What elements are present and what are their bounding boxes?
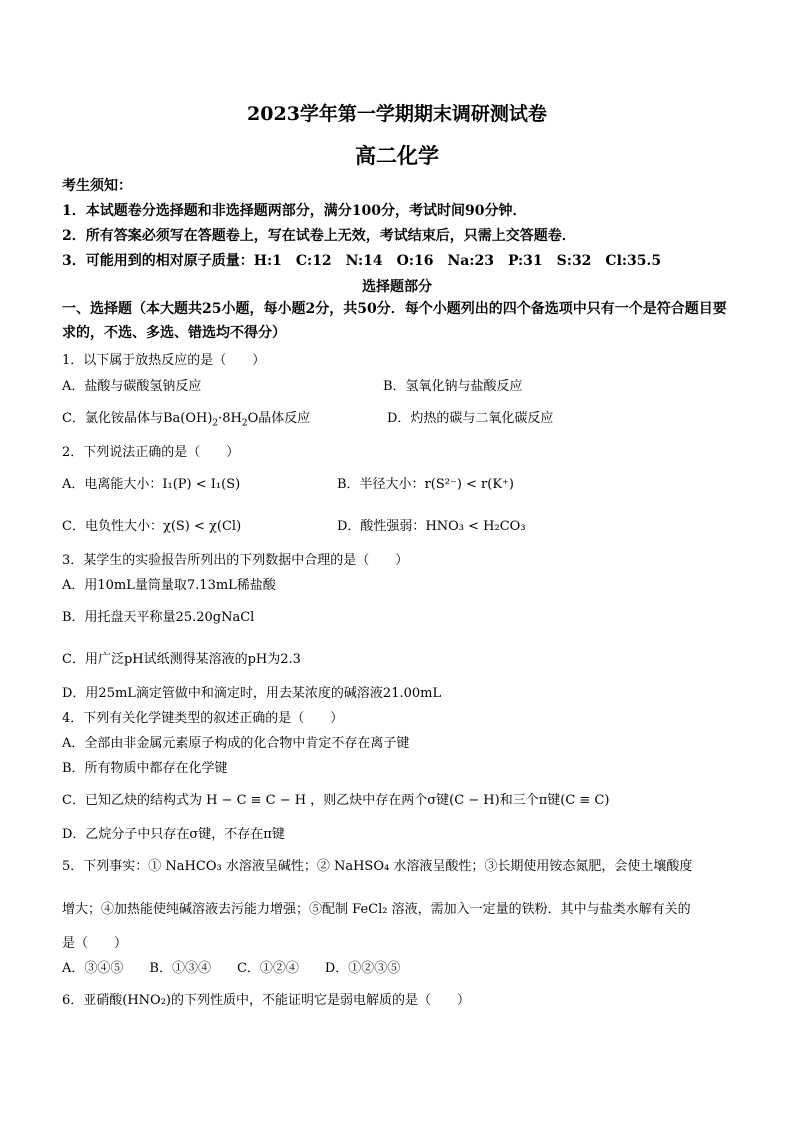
- q1-option-c-formula-3: O: [247, 411, 259, 426]
- q2-option-a-formula: I₁(P) < I₁(S): [162, 477, 241, 492]
- q4-option-c: C．已知乙炔的结构式为 H − C ≡ C − H ，则乙炔中存在两个σ键(C − H)和三个π键(C ≡ C): [62, 793, 610, 808]
- notice-heading: 考生须知：: [62, 178, 132, 194]
- q1-option-a: A．盐酸与碳酸氢钠反应: [62, 379, 202, 394]
- q2-option-b-label: B．半径大小：: [337, 477, 425, 492]
- q5-stem-line-1: 5．下列事实：① NaHCO₃ 水溶液呈碱性；② NaHSO₄ 水溶液呈酸性；③长期使用铵态氮肥，会使土壤酸度: [62, 859, 693, 874]
- section-title: 选择题部分: [362, 279, 432, 295]
- q4-option-a: A．全部由非金属元素原子构成的化合物中肯定不存在离子键: [62, 736, 410, 751]
- notice-item-2: 2．所有答案必须写在答题卷上，写在试卷上无效，考试结束后，只需上交答题卷．: [62, 228, 576, 244]
- notice-item-3: 3．可能用到的相对原子质量：H:1 C:12 N:14 O:16 Na:23 P:31 S:32 Cl:35.5: [62, 253, 662, 269]
- q5-stem-line-3: 是（ ）: [62, 936, 128, 951]
- q2-option-d-label: D．酸性强弱：: [337, 519, 426, 534]
- q2-option-b: [337, 473, 514, 492]
- q4-stem: 4．下列有关化学键类型的叙述正确的是（ ）: [62, 711, 344, 726]
- q3-stem: 3．某学生的实验报告所列出的下列数据中合理的是（ ）: [62, 553, 409, 568]
- q1-option-c-suffix: 晶体反应: [258, 411, 311, 426]
- q5-stem-line-2: 增大；④加热能使纯碱溶液去污能力增强；⑤配制 FeCl₂ 溶液，需加入一定量的铁粉．其中与盐类水解有关的: [62, 902, 691, 917]
- q2-option-d-formula: HNO₃ < H₂CO₃: [425, 519, 526, 534]
- q2-option-d: [337, 515, 526, 534]
- q3-option-d: D．用25mL滴定管做中和滴定时，用去某浓度的碱溶液21.00mL: [62, 686, 442, 701]
- q4-option-d: D．乙烷分子中只存在σ键，不存在π键: [62, 827, 285, 842]
- q2-option-a: [62, 473, 240, 492]
- q1-option-c: [62, 407, 310, 429]
- q1-option-c-prefix: C．氯化铵晶体与: [62, 411, 163, 426]
- q3-option-a: A．用10mL量筒量取7.13mL稀盐酸: [62, 578, 276, 593]
- exam-subject: 高二化学: [355, 143, 439, 168]
- q1-option-c-formula-2: ·8H: [218, 411, 242, 426]
- section-instruction: 一、选择题（本大题共25小题，每小题2分，共50分．每个小题列出的四个备选项中只有一个是符合题目要求的，不选、多选、错选均不得分）: [62, 301, 727, 341]
- q1-option-c-sub-2: 2: [241, 418, 248, 429]
- q1-option-c-formula-1: Ba(OH): [162, 411, 213, 426]
- q2-option-c: [62, 515, 241, 534]
- q1-option-b: B．氢氧化钠与盐酸反应: [383, 379, 523, 394]
- q3-option-c: C．用广泛pH试纸测得某溶液的pH为2.3: [62, 652, 301, 667]
- q2-option-c-label: C．电负性大小：: [62, 519, 163, 534]
- q2-option-c-formula: χ(S) < χ(Cl): [162, 519, 242, 534]
- q1-option-c-sub-1: 2: [212, 418, 219, 429]
- exam-title: 2023学年第一学期期末调研测试卷: [247, 103, 547, 125]
- notice-item-1: 1．本试题卷分选择题和非选择题两部分，满分100分，考试时间90分钟．: [62, 203, 527, 219]
- q2-option-b-formula: r(S²⁻) < r(K⁺): [424, 477, 514, 492]
- q3-option-b: B．用托盘天平称量25.20gNaCl: [62, 610, 255, 625]
- q6-stem: 6．亚硝酸(HNO₂)的下列性质中，不能证明它是弱电解质的是（ ）: [62, 993, 470, 1008]
- q4-option-b: B．所有物质中都存在化学键: [62, 761, 228, 776]
- q2-stem: 2．下列说法正确的是（ ）: [62, 445, 240, 460]
- q1-option-d: D．灼热的碳与二氧化碳反应: [387, 411, 554, 426]
- q1-stem: 1．以下属于放热反应的是（ ）: [62, 353, 266, 368]
- q2-option-a-label: A．电离能大小：: [62, 477, 163, 492]
- q5-options: A．③④⑤ B．①③④ C．①②④ D．①②③⑤: [62, 961, 401, 976]
